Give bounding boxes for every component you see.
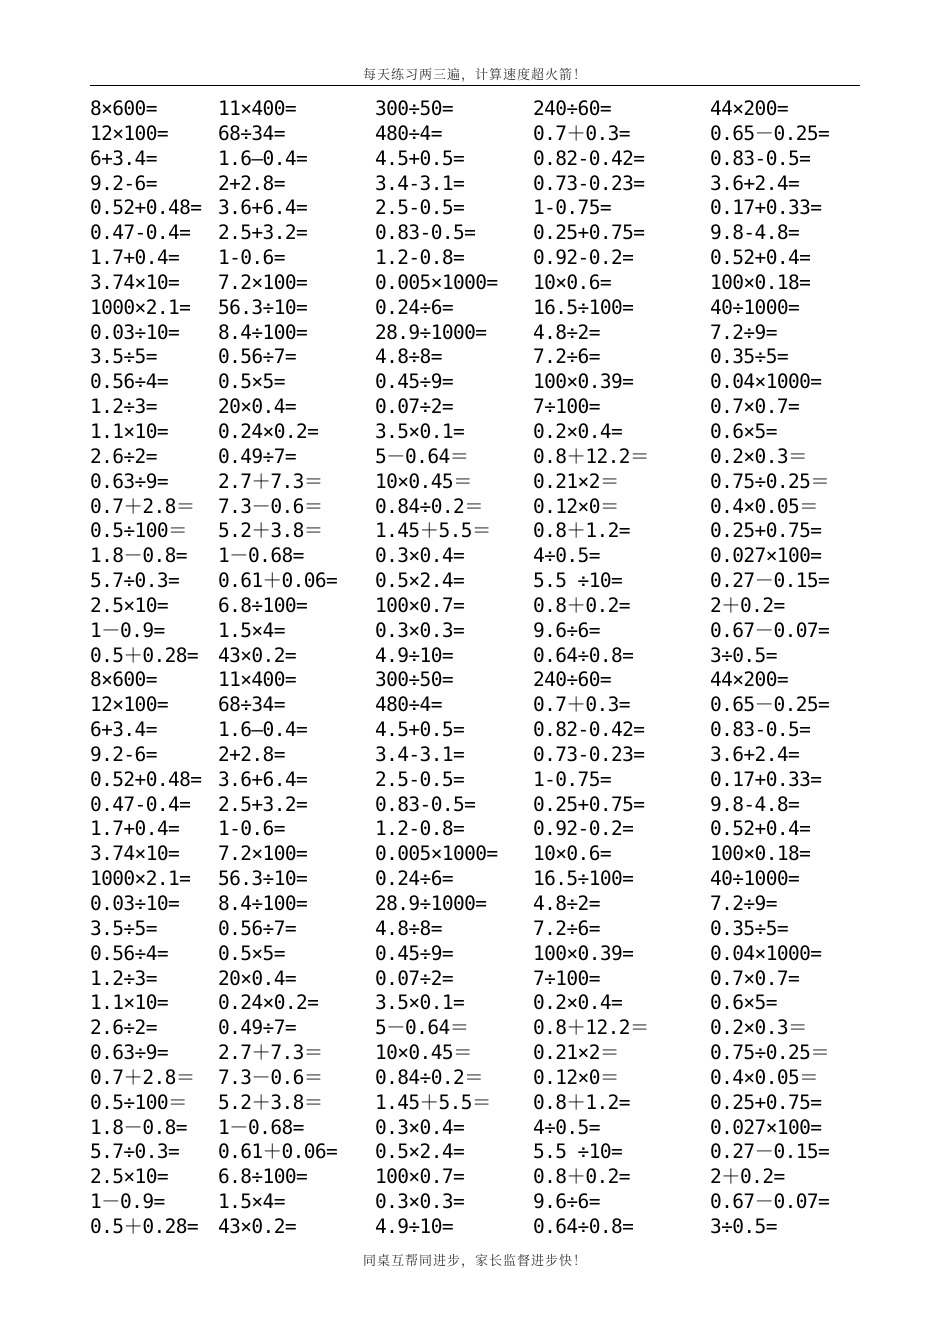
problem-row [90,445,870,470]
math-problem: 0.6×5= [710,419,777,443]
math-problem: 0.24÷6= [375,295,453,319]
math-problem: 4.9÷10= [375,1214,453,1238]
math-problem: 0.2×0.3＝ [710,444,807,468]
math-problem: 0.61＋0.06= [218,569,338,593]
math-problem: 1.5×4= [218,618,285,642]
page-header: 每天练习两三遍，计算速度超火箭！ [362,68,587,83]
math-problem: 1.1×10= [90,419,168,443]
math-problem: 0.7×0.7= [710,966,800,990]
math-problem: 2＋0.2= [710,1165,785,1189]
math-problem: 0.8＋0.2= [533,1165,630,1189]
math-problem: 0.8＋1.2= [533,1090,630,1114]
math-problem: 0.63÷9= [90,469,168,493]
math-problem: 0.65－0.25= [710,121,830,145]
math-problem: 1.45＋5.5＝ [375,1090,491,1114]
math-problem: 0.24÷6= [375,867,453,891]
math-problem: 0.73-0.23= [533,742,645,766]
math-problem: 1-0.75= [533,196,611,220]
page-footer: 同桌互帮同进步，家长监督进步快！ [362,1254,587,1269]
problem-row [90,544,870,569]
math-problem: 20×0.4= [218,395,296,419]
math-problem: 0.52+0.48= [90,196,202,220]
math-problem: 0.56÷4= [90,941,168,965]
math-problem: 0.8＋12.2＝ [533,444,649,468]
math-problem: 9.2-6= [90,171,157,195]
math-problem: 0.25+0.75= [710,519,822,543]
math-problem: 0.07÷2= [375,966,453,990]
problem-row [90,619,870,644]
math-problem: 3.4-3.1= [375,742,465,766]
math-problem: 8.4÷100= [218,320,308,344]
math-problem: 0.83-0.5= [375,792,476,816]
problem-row [90,842,870,867]
math-problem: 0.84÷0.2＝ [375,494,484,518]
problem-row [90,321,870,346]
math-problem: 68÷34= [218,693,285,717]
math-problem: 7.2÷6= [533,916,600,940]
problem-row [90,495,870,520]
math-problem: 16.5÷100= [533,867,634,891]
problem-row [90,271,870,296]
problem-row [90,1066,870,1091]
math-problem: 10×0.45＝ [375,1041,472,1065]
math-problem: 7.2÷9= [710,320,777,344]
math-problem: 11×400= [218,668,296,692]
math-problem: 9.8-4.8= [710,221,800,245]
math-problem: 4.9÷10= [375,643,453,667]
math-problem: 2.5-0.5= [375,767,465,791]
math-problem: 1－0.68= [218,1115,304,1139]
problem-row [90,1190,870,1215]
math-problem: 0.92-0.2= [533,246,634,270]
math-problem: 0.04×1000= [710,941,822,965]
problem-row [90,1140,870,1165]
math-problem: 0.65－0.25= [710,693,830,717]
math-problem: 1－0.9= [90,1190,165,1214]
math-problem: 0.35÷5= [710,916,788,940]
math-problem: 0.27－0.15= [710,569,830,593]
problem-row [90,395,870,420]
math-problem: 1.2-0.8= [375,246,465,270]
math-problem: 1000×2.1= [90,867,191,891]
math-problem: 7.2÷9= [710,892,777,915]
math-problem: 0.56÷7= [218,345,296,369]
math-problem: 0.7＋2.8＝ [90,1065,195,1089]
math-problem: 0.2×0.4= [533,991,623,1015]
problem-row [90,917,870,942]
math-problem: 4.5+0.5= [375,718,465,742]
math-problem: 0.47-0.4= [90,792,191,816]
math-problem: 0.3×0.4= [375,544,465,568]
math-problem: 0.027×100= [710,1115,822,1139]
problem-row [90,1116,870,1141]
math-problem: 16.5÷100= [533,295,634,319]
math-problem: 2.5-0.5= [375,196,465,220]
math-problem: 1.6—0.4= [218,146,308,170]
math-problem: 0.83-0.5= [710,146,811,170]
math-problem: 3.5÷5= [90,345,157,369]
math-problem: 0.84÷0.2＝ [375,1065,484,1089]
math-problem: 8×600= [90,668,157,692]
math-problem: 9.8-4.8= [710,792,800,816]
math-problem: 7.2×100= [218,842,308,866]
math-problem: 0.92-0.2= [533,817,634,841]
problem-row [90,718,870,743]
math-problem: 44×200= [710,668,788,692]
problem-row [90,817,870,842]
math-problem: 7.3－0.6＝ [218,494,323,518]
math-problem: 1.2-0.8= [375,817,465,841]
math-problem: 0.3×0.3= [375,618,465,642]
problem-row [90,345,870,370]
math-problem: 0.21×2＝ [533,469,619,493]
problem-row [90,644,870,669]
math-problem: 1.2÷3= [90,966,157,990]
math-problem: 3.5÷5= [90,916,157,940]
math-problem: 5.2＋3.8＝ [218,1090,323,1114]
math-problem: 0.03÷10= [90,892,180,915]
math-problem: 0.7＋2.8＝ [90,494,195,518]
math-problem: 0.2×0.4= [533,419,623,443]
math-problem: 0.17+0.33= [710,196,822,220]
math-problem: 0.12×0＝ [533,1065,619,1089]
math-problem: 1－0.68= [218,544,304,568]
math-problem: 10×0.6= [533,270,611,294]
math-problem: 5.5 ÷10= [533,1140,623,1164]
math-problem: 0.5÷100＝ [90,1090,187,1114]
problem-row [90,370,870,395]
math-problem: 0.25+0.75= [710,1090,822,1114]
math-problem: 0.75÷0.25＝ [710,469,830,493]
math-problem: 0.45÷9= [375,941,453,965]
math-problem: 0.4×0.05＝ [710,1065,819,1089]
math-problem: 6+3.4= [90,146,157,170]
math-problem: 40÷1000= [710,295,800,319]
math-problem: 7.3－0.6＝ [218,1065,323,1089]
math-problem: 240÷60= [533,97,611,120]
math-problem: 100×0.39= [533,941,634,965]
math-problem: 12×100= [90,693,168,717]
math-problem: 0.7×0.7= [710,395,800,419]
problem-row [90,991,870,1016]
problem-row [90,569,870,594]
math-problem: 0.67－0.07= [710,618,830,642]
math-problem: 0.005×1000= [375,842,498,866]
math-problem: 4.8÷8= [375,345,442,369]
math-problem: 6.8÷100= [218,593,308,617]
math-problem: 100×0.18= [710,270,811,294]
problem-row [90,519,870,544]
math-problem: 0.8＋1.2= [533,519,630,543]
math-problem: 0.4×0.05＝ [710,494,819,518]
math-problem: 2+2.8= [218,742,285,766]
math-problem: 1.8－0.8= [90,1115,187,1139]
math-problem: 1.45＋5.5＝ [375,519,491,543]
math-problem: 4.8÷2= [533,320,600,344]
math-problem: 9.2-6= [90,742,157,766]
math-problem: 3.4-3.1= [375,171,465,195]
problem-row [90,1215,870,1240]
math-problem: 7.2×100= [218,270,308,294]
math-problem: 2.7＋7.3＝ [218,1041,323,1065]
math-problem: 0.8＋12.2＝ [533,1016,649,1040]
math-problem: 5.2＋3.8＝ [218,519,323,543]
problem-row [90,594,870,619]
math-problem: 100×0.18= [710,842,811,866]
math-problem: 68÷34= [218,121,285,145]
math-problem: 1.1×10= [90,991,168,1015]
math-problem: 0.52+0.48= [90,767,202,791]
math-problem: 4.8÷8= [375,916,442,940]
math-problem: 3.6+2.4= [710,742,800,766]
problem-row [90,97,870,122]
problem-row [90,768,870,793]
math-problem: 2.5+3.2= [218,792,308,816]
problem-row [90,221,870,246]
math-problem: 0.83-0.5= [710,718,811,742]
problem-row [90,693,870,718]
math-problem: 8×600= [90,97,157,120]
math-problem: 2.5+3.2= [218,221,308,245]
math-problem: 0.24×0.2= [218,419,319,443]
math-problem: 3.6+6.4= [218,196,308,220]
math-problem: 3.6+6.4= [218,767,308,791]
math-problem: 3÷0.5= [710,1214,777,1238]
math-problem: 0.5×2.4= [375,1140,465,1164]
problem-row [90,196,870,221]
math-problem: 0.5＋0.28= [90,1214,199,1238]
math-problem: 8.4÷100= [218,892,308,915]
math-problem: 7÷100= [533,966,600,990]
math-problem: 2.6÷2= [90,444,157,468]
math-problem: 43×0.2= [218,1214,296,1238]
math-problem: 0.61＋0.06= [218,1140,338,1164]
math-problem: 3÷0.5= [710,643,777,667]
math-problem: 3.5×0.1= [375,991,465,1015]
math-problem: 6+3.4= [90,718,157,742]
math-problem: 7.2÷6= [533,345,600,369]
problem-row [90,1016,870,1041]
math-problem: 9.6÷6= [533,618,600,642]
problem-row [90,246,870,271]
math-problem: 2.6÷2= [90,1016,157,1040]
math-problem: 5.5 ÷10= [533,569,623,593]
problem-row [90,967,870,992]
math-problem: 28.9÷1000= [375,320,487,344]
problem-row [90,668,870,693]
math-problem: 2.5×10= [90,1165,168,1189]
math-problem: 5.7÷0.3= [90,569,180,593]
math-problem: 0.63÷9= [90,1041,168,1065]
math-problem: 1.8－0.8= [90,544,187,568]
math-problem: 10×0.45＝ [375,469,472,493]
math-problem: 7÷100= [533,395,600,419]
problem-row [90,420,870,445]
problem-row [90,1165,870,1190]
math-problem: 4.8÷2= [533,892,600,915]
math-problem: 10×0.6= [533,842,611,866]
math-problem: 9.6÷6= [533,1190,600,1214]
math-problem: 1-0.75= [533,767,611,791]
math-problem: 0.7＋0.3= [533,121,630,145]
math-problem: 0.83-0.5= [375,221,476,245]
math-problem: 0.35÷5= [710,345,788,369]
math-problem: 300÷50= [375,668,453,692]
math-problem: 6.8÷100= [218,1165,308,1189]
math-problem: 0.2×0.3＝ [710,1016,807,1040]
problem-row [90,793,870,818]
math-problem: 300÷50= [375,97,453,120]
math-problem: 0.73-0.23= [533,171,645,195]
math-problem: 0.64÷0.8= [533,643,634,667]
math-problem: 56.3÷10= [218,867,308,891]
math-problem: 1.7+0.4= [90,246,180,270]
math-problem: 11×400= [218,97,296,120]
math-problem: 0.3×0.4= [375,1115,465,1139]
math-problem: 0.82-0.42= [533,146,645,170]
math-problem: 40÷1000= [710,867,800,891]
problem-row [90,147,870,172]
math-problem: 1-0.6= [218,246,285,270]
math-problem: 5－0.64＝ [375,1016,469,1040]
math-problem: 5－0.64＝ [375,444,469,468]
math-problem: 0.49÷7= [218,1016,296,1040]
math-problem: 0.56÷4= [90,370,168,394]
math-problem: 5.7÷0.3= [90,1140,180,1164]
math-problem: 1.2÷3= [90,395,157,419]
math-problem: 0.5×2.4= [375,569,465,593]
math-problem: 100×0.7= [375,1165,465,1189]
math-problem: 3.74×10= [90,842,180,866]
math-problem: 0.12×0＝ [533,494,619,518]
problem-row [90,296,870,321]
math-problem: 0.5×5= [218,941,285,965]
math-problem: 1.7+0.4= [90,817,180,841]
math-problem: 0.64÷0.8= [533,1214,634,1238]
problem-row [90,867,870,892]
math-problem: 0.21×2＝ [533,1041,619,1065]
math-problem: 4÷0.5= [533,1115,600,1139]
math-problem: 0.07÷2= [375,395,453,419]
math-problem: 0.25+0.75= [533,792,645,816]
header-divider [90,85,860,86]
problem-row [90,122,870,147]
math-problem: 0.3×0.3= [375,1190,465,1214]
math-problem: 0.027×100= [710,544,822,568]
math-problem: 0.5＋0.28= [90,643,199,667]
math-problem: 1.6—0.4= [218,718,308,742]
math-problem: 0.03÷10= [90,320,180,344]
math-problem: 44×200= [710,97,788,120]
math-problem: 480÷4= [375,693,442,717]
math-problem: 3.5×0.1= [375,419,465,443]
math-problem: 0.8＋0.2= [533,593,630,617]
problem-grid [90,97,870,1240]
math-problem: 0.17+0.33= [710,767,822,791]
math-problem: 0.45÷9= [375,370,453,394]
math-problem: 2＋0.2= [710,593,785,617]
math-problem: 240÷60= [533,668,611,692]
math-problem: 100×0.7= [375,593,465,617]
math-problem: 56.3÷10= [218,295,308,319]
math-problem: 4.5+0.5= [375,146,465,170]
math-problem: 100×0.39= [533,370,634,394]
math-problem: 0.56÷7= [218,916,296,940]
problem-row [90,942,870,967]
math-problem: 0.24×0.2= [218,991,319,1015]
problem-row [90,1041,870,1066]
math-problem: 0.5÷100＝ [90,519,187,543]
math-problem: 12×100= [90,121,168,145]
problem-row [90,892,870,917]
math-problem: 1-0.6= [218,817,285,841]
math-problem: 0.5×5= [218,370,285,394]
math-problem: 2.7＋7.3＝ [218,469,323,493]
math-problem: 480÷4= [375,121,442,145]
math-problem: 0.75÷0.25＝ [710,1041,830,1065]
math-problem: 20×0.4= [218,966,296,990]
math-problem: 3.6+2.4= [710,171,800,195]
math-problem: 1－0.9= [90,618,165,642]
problem-row [90,470,870,495]
math-problem: 4÷0.5= [533,544,600,568]
math-problem: 0.25+0.75= [533,221,645,245]
math-problem: 28.9÷1000= [375,892,487,915]
math-problem: 2.5×10= [90,593,168,617]
math-problem: 3.74×10= [90,270,180,294]
math-problem: 43×0.2= [218,643,296,667]
math-problem: 0.67－0.07= [710,1190,830,1214]
math-problem: 0.52+0.4= [710,246,811,270]
math-problem: 0.82-0.42= [533,718,645,742]
math-problem: 2+2.8= [218,171,285,195]
math-problem: 0.47-0.4= [90,221,191,245]
math-problem: 0.27－0.15= [710,1140,830,1164]
problem-row [90,172,870,197]
math-problem: 0.04×1000= [710,370,822,394]
problem-row [90,743,870,768]
math-problem: 1000×2.1= [90,295,191,319]
problem-row [90,1091,870,1116]
math-problem: 0.52+0.4= [710,817,811,841]
math-problem: 0.6×5= [710,991,777,1015]
math-problem: 0.005×1000= [375,270,498,294]
math-problem: 0.49÷7= [218,444,296,468]
math-problem: 0.7＋0.3= [533,693,630,717]
math-problem: 1.5×4= [218,1190,285,1214]
